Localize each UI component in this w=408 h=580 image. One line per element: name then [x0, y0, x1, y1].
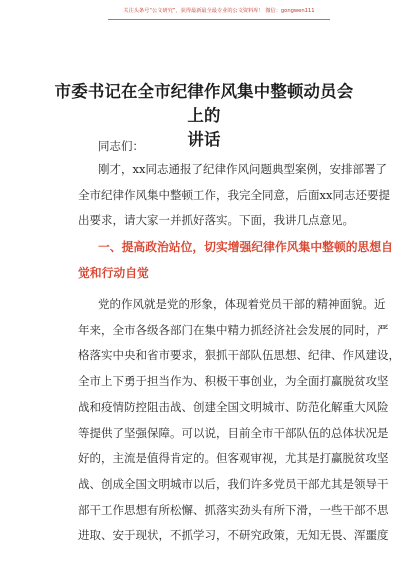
title-line: 市委书记在全市纪律作风集中整顿动员会上的: [54, 82, 354, 125]
text-line: 格落实中央和省市要求，狠抓干部队伍思想、纪律、作风建设，: [78, 348, 400, 363]
paragraph: [78, 292, 400, 549]
section-heading: [78, 235, 393, 286]
text-line: 出要求，请大家一并抓好落实。下面，我讲几点意见。: [78, 213, 354, 228]
title-line: 讲话: [187, 130, 221, 149]
heading-line: 一、提高政治站位，切实增强纪律作风集中整顿的思想自: [98, 240, 393, 254]
text-line: 全市纪律作风集中整顿工作，我完全同意，后面xx同志还要提: [78, 187, 390, 202]
document-title: [50, 80, 358, 152]
header-banner: 关注头条号“公文研究”，获得最新最全最专业的公文资料库！ 微信：gongwen111: [108, 7, 330, 20]
text-line: 好的，主流是值得肯定的。但客观审视，尤其是打赢脱贫攻坚: [78, 451, 389, 466]
text-line: 年来，全市各级各部门在集中精力抓经济社会发展的同时，严: [78, 322, 389, 337]
text-line: 全市上下勇于担当作为、积极干事创业，为全面打赢脱贫攻坚: [78, 374, 389, 389]
heading-line: 觉和行动自觉: [78, 265, 149, 280]
text-line: 进取、安于现状，不抓学习，不研究政策，无知无畏、浑噩度: [78, 528, 389, 543]
paragraph: [78, 157, 390, 234]
text-line: 党的作风就是党的形象，体现着党员干部的精神面貌。近: [98, 297, 386, 311]
text-line: 战、创成全国文明城市以后，我们许多党员干部尤其是领导干: [78, 476, 389, 491]
text-line: 战和疫情防控阻击战、创建全国文明城市、防范化解重大风险: [78, 399, 389, 414]
text-line: 部干工作思想有所松懈、抓落实劲头有所下滑，一些干部不思: [78, 502, 389, 517]
greeting: 同志们：: [98, 139, 144, 153]
text-line: 刚才，xx同志通报了纪律作风问题典型案例，安排部署了: [98, 162, 387, 176]
text-line: 等提供了坚强保障。可以说，目前全市干部队伍的总体状况是: [78, 425, 389, 440]
